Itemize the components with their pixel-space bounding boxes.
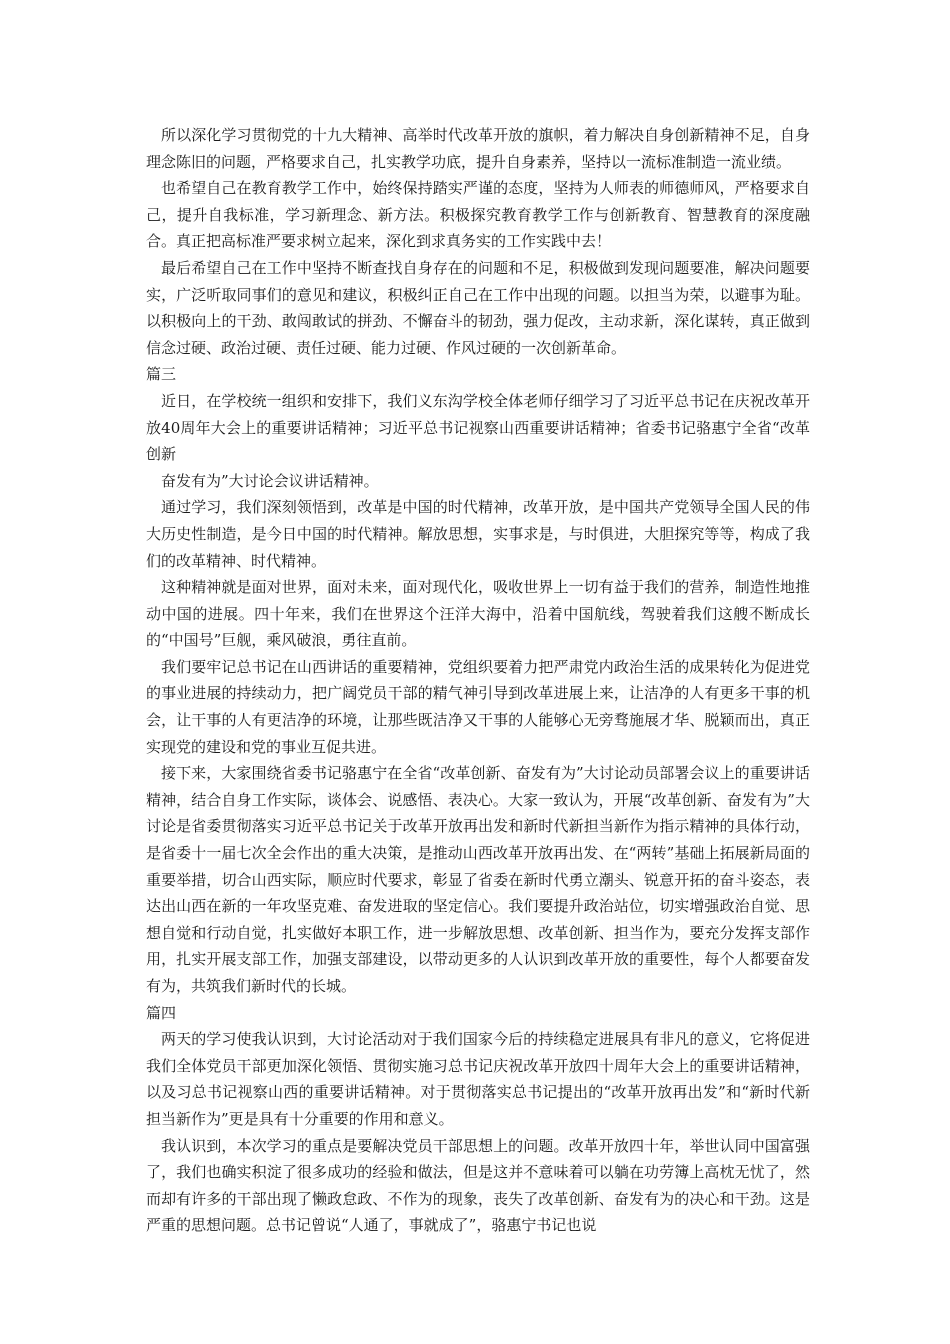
paragraph: 我认识到，本次学习的重点是要解决党员干部思想上的问题。改革开放四十年，举世认同中国富强了，我们也确实积淀了很多成功的经验和做法，但是这并不意味着可以躺在功劳簿上高枕无忧了，然而却有许多的干部出现了懒政怠政、不作为的现象，丧失了改革创新、奋发有为的决心和干劲。这是严重的思想问题。总书记曾说“人通了，事就成了”，骆惠宁书记也说 bbox=[146, 1136, 810, 1235]
section-heading: 篇四 bbox=[146, 1003, 177, 1022]
paragraph: 奋发有为”大讨论会议讲话精神。 bbox=[161, 471, 379, 490]
paragraph: 所以深化学习贯彻党的十九大精神、高举时代改革开放的旗帜，着力解决自身创新精神不足，自身理念陈旧的问题，严格要求自己，扎实教学功底，提升自身素养，坚持以一流标准制造一流业绩。 bbox=[146, 126, 810, 171]
section-heading: 篇三 bbox=[146, 365, 177, 384]
paragraph: 这种精神就是面对世界，面对未来，面对现代化，吸收世界上一切有益于我们的营养，制造性地推动中国的进展。四十年来，我们在世界这个汪洋大海中，沿着中国航线，驾驶着我们这艘不断成长的“中国号”巨舰，乘风破浪，勇往直前。 bbox=[146, 578, 810, 650]
document-body bbox=[146, 122, 810, 1239]
paragraph: 最后希望自己在工作中坚持不断查找自身存在的问题和不足，积极做到发现问题要准，解决问题要实，广泛听取同事们的意见和建议，积极纠正自己在工作中出现的问题。以担当为荣，以避事为耻。以积极向上的干劲、敢闯敢试的拼劲、不懈奋斗的韧劲，强力促改，主动求新，深化谋转，真正做到信念过硬、政治过硬、责任过硬、能力过硬、作风过硬的一次创新革命。 bbox=[146, 258, 810, 357]
paragraph: 通过学习，我们深刻领悟到，改革是中国的时代精神，改革开放，是中国共产党领导全国人民的伟大历史性制造，是今日中国的时代精神。解放思想，实事求是，与时俱进，大胆探究等等，构成了我们的改革精神、时代精神。 bbox=[146, 498, 810, 570]
paragraph: 也希望自己在教育教学工作中，始终保持踏实严谨的态度，坚持为人师表的师德师风，严格要求自己，提升自我标准，学习新理念、新方法。积极探究教育教学工作与创新教育、智慧教育的深度融合。真正把高标准严要求树立起来，深化到求真务实的工作实践中去！ bbox=[146, 179, 810, 251]
paragraph: 两天的学习使我认识到，大讨论活动对于我们国家今后的持续稳定进展具有非凡的意义，它将促进我们全体党员干部更加深化领悟、贯彻实施习总书记庆祝改革开放四十周年大会上的重要讲话精神，以及习总书记视察山西的重要讲话精神。对于贯彻落实总书记提出的“改革开放再出发”和“新时代新担当新作为”更是具有十分重要的作用和意义。 bbox=[146, 1030, 810, 1128]
paragraph: 我们要牢记总书记在山西讲话的重要精神，党组织要着力把严肃党内政治生活的成果转化为促进党的事业进展的持续动力，把广阔党员干部的精气神引导到改革进展上来，让洁净的人有更多干事的机会，让干事的人有更洁净的环境，让那些既洁净又干事的人能够心无旁骛施展才华、脱颖而出，真正实现党的建设和党的事业互促共进。 bbox=[146, 657, 810, 756]
paragraph: 接下来，大家围绕省委书记骆惠宁在全省“改革创新、奋发有为”大讨论动员部署会议上的重要讲话精神，结合自身工作实际，谈体会、说感悟、表决心。大家一致认为，开展“改革创新、奋发有为”大讨论是省委贯彻落实习近平总书记关于改革开放再出发和新时代新担当新作为指示精神的具体行动，是省委十一届七次全会作出的重大决策，是推动山西改革开放再出发、在“两转”基础上拓展新局面的重要举措，切合山西实际，顺应时代要求，彰显了省委在新时代勇立潮头、锐意开拓的奋斗姿态，表达出山西在新的一年攻坚克难、奋发进取的坚定信心。我们要提升政治站位，切实增强政治自觉、思想自觉和行动自觉，扎实做好本职工作，进一步解放思想、改革创新、担当作为，要充分发挥支部作用，扎实开展支部工作，加强支部建设，以带动更多的人认识到改革开放的重要性，每个人都要奋发有为，共筑我们新时代的长城。 bbox=[146, 764, 810, 995]
paragraph: 近日，在学校统一组织和安排下，我们义东沟学校全体老师仔细学习了习近平总书记在庆祝改革开放40周年大会上的重要讲话精神；习近平总书记视察山西重要讲话精神；省委书记骆惠宁全省“改革创新 bbox=[146, 391, 810, 464]
